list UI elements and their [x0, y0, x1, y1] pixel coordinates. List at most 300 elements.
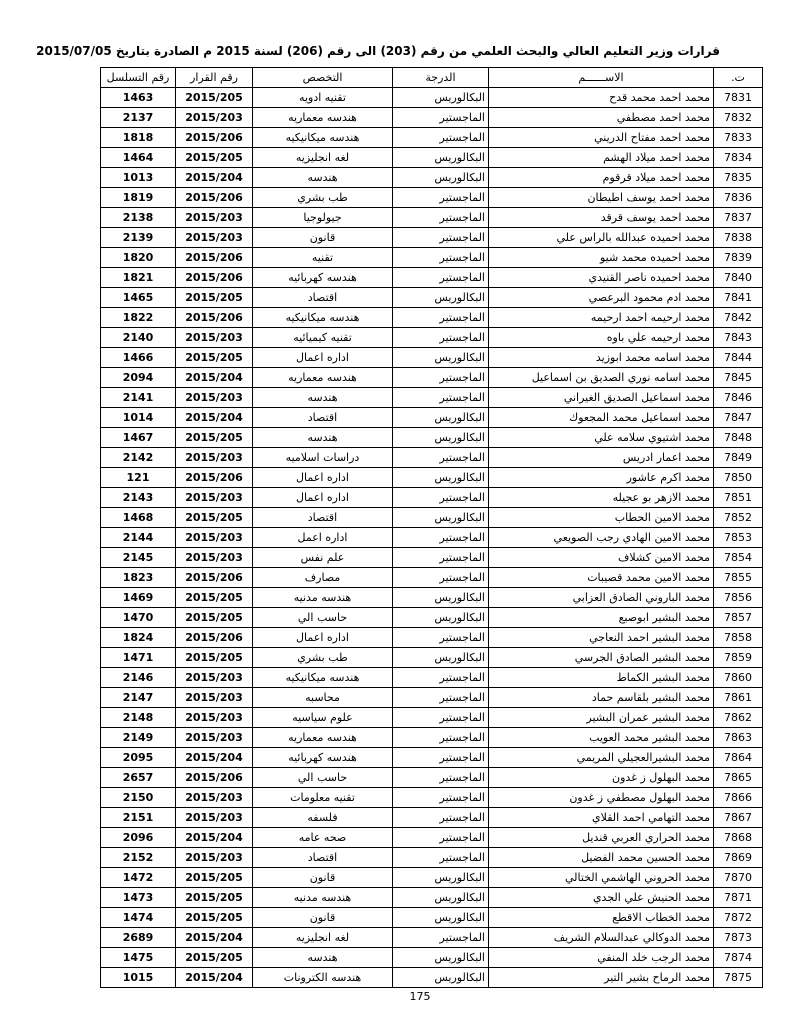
cell-serial: 2142	[101, 448, 176, 468]
table-row	[101, 268, 763, 288]
cell-degree: البكالوريس	[393, 648, 489, 668]
cell-specialization: اقتصاد	[253, 288, 393, 308]
cell-decision: 2015/205	[176, 908, 253, 928]
cell-num: 7858	[714, 628, 763, 648]
cell-degree: الماجستير	[393, 308, 489, 328]
table-row	[101, 128, 763, 148]
cell-num: 7863	[714, 728, 763, 748]
cell-decision: 2015/203	[176, 528, 253, 548]
table-row	[101, 168, 763, 188]
cell-name: محمد الحراري العربي قنديل	[489, 828, 714, 848]
cell-serial: 1015	[101, 968, 176, 988]
table-row	[101, 628, 763, 648]
cell-degree: البكالوريس	[393, 608, 489, 628]
cell-name: محمد اكرم عاشور	[489, 468, 714, 488]
cell-specialization: هندسه معماريه	[253, 368, 393, 388]
cell-num: 7875	[714, 968, 763, 988]
cell-name: محمد الازهر بو عجيله	[489, 488, 714, 508]
cell-decision: 2015/205	[176, 608, 253, 628]
cell-num: 7854	[714, 548, 763, 568]
table-row	[101, 308, 763, 328]
cell-name: محمد التهامي احمد القلاي	[489, 808, 714, 828]
cell-specialization: دراسات اسلاميه	[253, 448, 393, 468]
table-row	[101, 748, 763, 768]
cell-serial: 2146	[101, 668, 176, 688]
table-row	[101, 588, 763, 608]
header-specialization: التخصص	[253, 68, 393, 88]
cell-name: محمد الدوكالي عبدالسلام الشريف	[489, 928, 714, 948]
cell-decision: 2015/206	[176, 568, 253, 588]
cell-name: محمد الحنيش علي الجدي	[489, 888, 714, 908]
cell-name: محمد الامين الحطاب	[489, 508, 714, 528]
cell-specialization: هندسه الكترونات	[253, 968, 393, 988]
cell-decision: 2015/203	[176, 728, 253, 748]
cell-name: محمد احميده محمد شيو	[489, 248, 714, 268]
cell-specialization: اقتصاد	[253, 408, 393, 428]
cell-num: 7871	[714, 888, 763, 908]
cell-degree: البكالوريس	[393, 168, 489, 188]
cell-decision: 2015/203	[176, 448, 253, 468]
cell-num: 7856	[714, 588, 763, 608]
table-row	[101, 448, 763, 468]
cell-decision: 2015/203	[176, 788, 253, 808]
table-row	[101, 348, 763, 368]
cell-degree: البكالوريس	[393, 288, 489, 308]
cell-decision: 2015/205	[176, 288, 253, 308]
cell-serial: 1466	[101, 348, 176, 368]
table-body	[101, 88, 763, 988]
cell-degree: البكالوريس	[393, 408, 489, 428]
table-row	[101, 688, 763, 708]
cell-num: 7872	[714, 908, 763, 928]
cell-num: 7868	[714, 828, 763, 848]
cell-decision: 2015/203	[176, 328, 253, 348]
cell-name: محمد البهلول مصطفي ز غدون	[489, 788, 714, 808]
cell-decision: 2015/203	[176, 548, 253, 568]
cell-name: محمد احمد مفتاح الدريني	[489, 128, 714, 148]
cell-degree: الماجستير	[393, 788, 489, 808]
cell-name: محمد البشير الكماط	[489, 668, 714, 688]
table-row	[101, 488, 763, 508]
cell-name: محمد الرماح بشير التير	[489, 968, 714, 988]
header-serial: رقم التسلسل	[101, 68, 176, 88]
cell-serial: 1467	[101, 428, 176, 448]
page-number: 175	[409, 990, 431, 1003]
cell-decision: 2015/205	[176, 428, 253, 448]
page-title: قرارات وزير التعليم العالي والبحث العلمي من رقم (203) الى رقم (206) لسنة 2015 م الصادرة بتاريخ 2015/07/05	[36, 44, 720, 58]
cell-decision: 2015/205	[176, 588, 253, 608]
cell-decision: 2015/203	[176, 708, 253, 728]
cell-serial: 2139	[101, 228, 176, 248]
cell-decision: 2015/206	[176, 268, 253, 288]
cell-num: 7838	[714, 228, 763, 248]
cell-num: 7831	[714, 88, 763, 108]
cell-serial: 1474	[101, 908, 176, 928]
cell-degree: الماجستير	[393, 728, 489, 748]
cell-decision: 2015/206	[176, 468, 253, 488]
cell-decision: 2015/203	[176, 228, 253, 248]
cell-serial: 1469	[101, 588, 176, 608]
cell-decision: 2015/204	[176, 928, 253, 948]
cell-decision: 2015/204	[176, 828, 253, 848]
cell-name: محمد الامين محمد قصيبات	[489, 568, 714, 588]
cell-serial: 2144	[101, 528, 176, 548]
cell-serial: 1823	[101, 568, 176, 588]
cell-specialization: هندسه معماريه	[253, 108, 393, 128]
cell-serial: 1822	[101, 308, 176, 328]
cell-specialization: قانون	[253, 908, 393, 928]
table-row	[101, 248, 763, 268]
cell-name: محمد احمد مصطفي	[489, 108, 714, 128]
cell-serial: 1819	[101, 188, 176, 208]
cell-degree: الماجستير	[393, 368, 489, 388]
cell-specialization: اداره اعمال	[253, 488, 393, 508]
cell-specialization: هندسه ميكانيكيه	[253, 308, 393, 328]
cell-serial: 2151	[101, 808, 176, 828]
table-row	[101, 608, 763, 628]
cell-degree: البكالوريس	[393, 948, 489, 968]
cell-name: محمد الباروني الصادق العزابي	[489, 588, 714, 608]
cell-num: 7869	[714, 848, 763, 868]
cell-specialization: حاسب الي	[253, 768, 393, 788]
header-num: ت.	[714, 68, 763, 88]
cell-decision: 2015/204	[176, 748, 253, 768]
table-row	[101, 728, 763, 748]
cell-degree: الماجستير	[393, 628, 489, 648]
cell-serial: 1472	[101, 868, 176, 888]
cell-specialization: تقنيه	[253, 248, 393, 268]
table-row	[101, 768, 763, 788]
cell-num: 7832	[714, 108, 763, 128]
table-row	[101, 668, 763, 688]
cell-serial: 121	[101, 468, 176, 488]
cell-specialization: محاسبه	[253, 688, 393, 708]
cell-degree: الماجستير	[393, 208, 489, 228]
cell-serial: 1473	[101, 888, 176, 908]
cell-name: محمد اسماعيل محمد المجعوك	[489, 408, 714, 428]
cell-decision: 2015/205	[176, 88, 253, 108]
cell-num: 7846	[714, 388, 763, 408]
cell-num: 7850	[714, 468, 763, 488]
table-row	[101, 208, 763, 228]
cell-name: محمد احمد يوسف اطيطان	[489, 188, 714, 208]
cell-num: 7842	[714, 308, 763, 328]
cell-decision: 2015/203	[176, 208, 253, 228]
table-row	[101, 428, 763, 448]
cell-degree: البكالوريس	[393, 348, 489, 368]
cell-degree: الماجستير	[393, 228, 489, 248]
cell-num: 7844	[714, 348, 763, 368]
cell-serial: 2689	[101, 928, 176, 948]
cell-name: محمد الامين كشلاف	[489, 548, 714, 568]
cell-serial: 1820	[101, 248, 176, 268]
cell-serial: 2138	[101, 208, 176, 228]
cell-name: محمد ادم محمود البرعصي	[489, 288, 714, 308]
cell-decision: 2015/205	[176, 948, 253, 968]
table-row	[101, 368, 763, 388]
cell-serial: 1471	[101, 648, 176, 668]
cell-serial: 2094	[101, 368, 176, 388]
table-header-row	[101, 68, 763, 88]
table-row	[101, 948, 763, 968]
cell-serial: 2149	[101, 728, 176, 748]
table-row	[101, 548, 763, 568]
table-row	[101, 848, 763, 868]
cell-name: محمد البشير ابوصبع	[489, 608, 714, 628]
cell-name: محمد احمد ميلاد قرقوم	[489, 168, 714, 188]
cell-num: 7837	[714, 208, 763, 228]
cell-specialization: هندسه ميكانيكيه	[253, 668, 393, 688]
cell-decision: 2015/206	[176, 628, 253, 648]
cell-degree: الماجستير	[393, 448, 489, 468]
cell-decision: 2015/204	[176, 168, 253, 188]
cell-degree: البكالوريس	[393, 468, 489, 488]
cell-degree: الماجستير	[393, 688, 489, 708]
cell-decision: 2015/204	[176, 408, 253, 428]
table-row	[101, 468, 763, 488]
cell-specialization: اقتصاد	[253, 508, 393, 528]
table-row	[101, 868, 763, 888]
cell-degree: الماجستير	[393, 568, 489, 588]
cell-serial: 2143	[101, 488, 176, 508]
cell-name: محمد احمد يوسف قرقد	[489, 208, 714, 228]
table-row	[101, 148, 763, 168]
cell-serial: 1468	[101, 508, 176, 528]
cell-num: 7859	[714, 648, 763, 668]
table-row	[101, 288, 763, 308]
cell-degree: الماجستير	[393, 188, 489, 208]
cell-specialization: هندسه	[253, 428, 393, 448]
table-row	[101, 908, 763, 928]
header-decision: رقم القرار	[176, 68, 253, 88]
cell-specialization: لغه انجليزيه	[253, 148, 393, 168]
cell-name: محمد اسامه نوري الصديق بن اسماعيل	[489, 368, 714, 388]
cell-decision: 2015/203	[176, 848, 253, 868]
cell-name: محمد الرجب خلد المنفي	[489, 948, 714, 968]
cell-decision: 2015/203	[176, 108, 253, 128]
cell-decision: 2015/203	[176, 808, 253, 828]
cell-serial: 1013	[101, 168, 176, 188]
cell-specialization: جيولوجيا	[253, 208, 393, 228]
cell-decision: 2015/203	[176, 688, 253, 708]
cell-name: محمد احمد ميلاد الهشم	[489, 148, 714, 168]
cell-degree: الماجستير	[393, 388, 489, 408]
cell-serial: 2150	[101, 788, 176, 808]
cell-degree: البكالوريس	[393, 508, 489, 528]
table-row	[101, 648, 763, 668]
cell-specialization: فلسفه	[253, 808, 393, 828]
cell-serial: 2148	[101, 708, 176, 728]
cell-serial: 1014	[101, 408, 176, 428]
cell-num: 7834	[714, 148, 763, 168]
cell-num: 7848	[714, 428, 763, 448]
table-row	[101, 708, 763, 728]
cell-serial: 1821	[101, 268, 176, 288]
cell-name: محمد الخطاب الاقطع	[489, 908, 714, 928]
cell-serial: 2145	[101, 548, 176, 568]
cell-name: محمد البشيرالعجيلي المريمي	[489, 748, 714, 768]
cell-num: 7836	[714, 188, 763, 208]
cell-degree: الماجستير	[393, 808, 489, 828]
cell-num: 7845	[714, 368, 763, 388]
cell-num: 7851	[714, 488, 763, 508]
cell-specialization: اداره اعمل	[253, 528, 393, 548]
cell-num: 7864	[714, 748, 763, 768]
cell-specialization: هندسه	[253, 948, 393, 968]
table-row	[101, 808, 763, 828]
cell-degree: الماجستير	[393, 248, 489, 268]
cell-num: 7857	[714, 608, 763, 628]
cell-serial: 2657	[101, 768, 176, 788]
cell-decision: 2015/206	[176, 308, 253, 328]
cell-degree: الماجستير	[393, 108, 489, 128]
cell-degree: الماجستير	[393, 268, 489, 288]
cell-name: محمد البشير احمد النعاجي	[489, 628, 714, 648]
table-row	[101, 828, 763, 848]
cell-name: محمد ارحيمه علي باوه	[489, 328, 714, 348]
cell-decision: 2015/205	[176, 348, 253, 368]
cell-degree: الماجستير	[393, 548, 489, 568]
cell-serial: 1818	[101, 128, 176, 148]
cell-num: 7862	[714, 708, 763, 728]
decisions-table	[100, 67, 763, 988]
cell-num: 7839	[714, 248, 763, 268]
cell-specialization: قانون	[253, 228, 393, 248]
cell-degree: الماجستير	[393, 768, 489, 788]
cell-serial: 2152	[101, 848, 176, 868]
cell-degree: الماجستير	[393, 528, 489, 548]
cell-decision: 2015/206	[176, 768, 253, 788]
cell-degree: الماجستير	[393, 848, 489, 868]
cell-specialization: قانون	[253, 868, 393, 888]
cell-specialization: هندسه مدنيه	[253, 588, 393, 608]
cell-degree: الماجستير	[393, 668, 489, 688]
cell-serial: 1465	[101, 288, 176, 308]
cell-degree: الماجستير	[393, 928, 489, 948]
cell-name: محمد ارحيمه احمد ارحيمه	[489, 308, 714, 328]
header-degree: الدرجة	[393, 68, 489, 88]
cell-specialization: لغه انجليزيه	[253, 928, 393, 948]
cell-num: 7860	[714, 668, 763, 688]
table-row	[101, 568, 763, 588]
cell-num: 7841	[714, 288, 763, 308]
cell-name: محمد اسماعيل الصديق الغيراني	[489, 388, 714, 408]
cell-specialization: اداره اعمال	[253, 628, 393, 648]
cell-decision: 2015/205	[176, 888, 253, 908]
cell-num: 7874	[714, 948, 763, 968]
cell-num: 7853	[714, 528, 763, 548]
cell-serial: 1463	[101, 88, 176, 108]
cell-decision: 2015/203	[176, 668, 253, 688]
cell-degree: البكالوريس	[393, 588, 489, 608]
cell-serial: 1470	[101, 608, 176, 628]
table-row	[101, 928, 763, 948]
table-row	[101, 788, 763, 808]
cell-degree: الماجستير	[393, 828, 489, 848]
cell-num: 7847	[714, 408, 763, 428]
cell-name: محمد البشير محمد العويب	[489, 728, 714, 748]
cell-num: 7866	[714, 788, 763, 808]
cell-specialization: هندسه معماريه	[253, 728, 393, 748]
cell-specialization: تقنيه ادويه	[253, 88, 393, 108]
cell-decision: 2015/204	[176, 968, 253, 988]
cell-num: 7835	[714, 168, 763, 188]
table-row	[101, 508, 763, 528]
cell-decision: 2015/206	[176, 128, 253, 148]
cell-num: 7833	[714, 128, 763, 148]
cell-degree: البكالوريس	[393, 908, 489, 928]
cell-decision: 2015/203	[176, 488, 253, 508]
cell-decision: 2015/205	[176, 508, 253, 528]
cell-name: محمد احمد محمد قدح	[489, 88, 714, 108]
cell-name: محمد البهلول ز غدون	[489, 768, 714, 788]
cell-name: محمد الامين الهادي رجب الصويعي	[489, 528, 714, 548]
cell-serial: 1464	[101, 148, 176, 168]
cell-specialization: علم نفس	[253, 548, 393, 568]
cell-decision: 2015/205	[176, 868, 253, 888]
cell-name: محمد البشير الصادق الجرسي	[489, 648, 714, 668]
cell-num: 7865	[714, 768, 763, 788]
table-row	[101, 88, 763, 108]
table-row	[101, 888, 763, 908]
cell-degree: البكالوريس	[393, 868, 489, 888]
cell-num: 7852	[714, 508, 763, 528]
cell-serial: 2095	[101, 748, 176, 768]
cell-specialization: اداره اعمال	[253, 348, 393, 368]
cell-num: 7867	[714, 808, 763, 828]
cell-name: محمد البشير بلقاسم حماد	[489, 688, 714, 708]
cell-specialization: اقتصاد	[253, 848, 393, 868]
cell-degree: الماجستير	[393, 708, 489, 728]
cell-specialization: صحه عامه	[253, 828, 393, 848]
cell-name: محمد الحروني الهاشمي الختالي	[489, 868, 714, 888]
table-row	[101, 188, 763, 208]
cell-num: 7873	[714, 928, 763, 948]
cell-num: 7840	[714, 268, 763, 288]
cell-num: 7870	[714, 868, 763, 888]
cell-num: 7861	[714, 688, 763, 708]
cell-degree: الماجستير	[393, 488, 489, 508]
cell-specialization: علوم سياسيه	[253, 708, 393, 728]
cell-degree: الماجستير	[393, 328, 489, 348]
cell-num: 7849	[714, 448, 763, 468]
cell-degree: البكالوريس	[393, 88, 489, 108]
cell-specialization: مصارف	[253, 568, 393, 588]
cell-num: 7855	[714, 568, 763, 588]
table-row	[101, 528, 763, 548]
cell-serial: 2141	[101, 388, 176, 408]
cell-decision: 2015/205	[176, 648, 253, 668]
cell-degree: البكالوريس	[393, 968, 489, 988]
cell-name: محمد احميده ناصر القنيدي	[489, 268, 714, 288]
cell-specialization: اداره اعمال	[253, 468, 393, 488]
cell-serial: 2137	[101, 108, 176, 128]
cell-specialization: هندسه ميكانيكيه	[253, 128, 393, 148]
cell-specialization: هندسه	[253, 168, 393, 188]
table-row	[101, 328, 763, 348]
cell-specialization: هندسه كهربائيه	[253, 748, 393, 768]
cell-name: محمد اشتيوي سلامه علي	[489, 428, 714, 448]
cell-degree: الماجستير	[393, 748, 489, 768]
cell-degree: البكالوريس	[393, 428, 489, 448]
cell-specialization: طب بشري	[253, 648, 393, 668]
cell-degree: البكالوريس	[393, 888, 489, 908]
cell-serial: 2096	[101, 828, 176, 848]
table-row	[101, 968, 763, 988]
table-row	[101, 388, 763, 408]
cell-decision: 2015/206	[176, 248, 253, 268]
cell-degree: الماجستير	[393, 128, 489, 148]
